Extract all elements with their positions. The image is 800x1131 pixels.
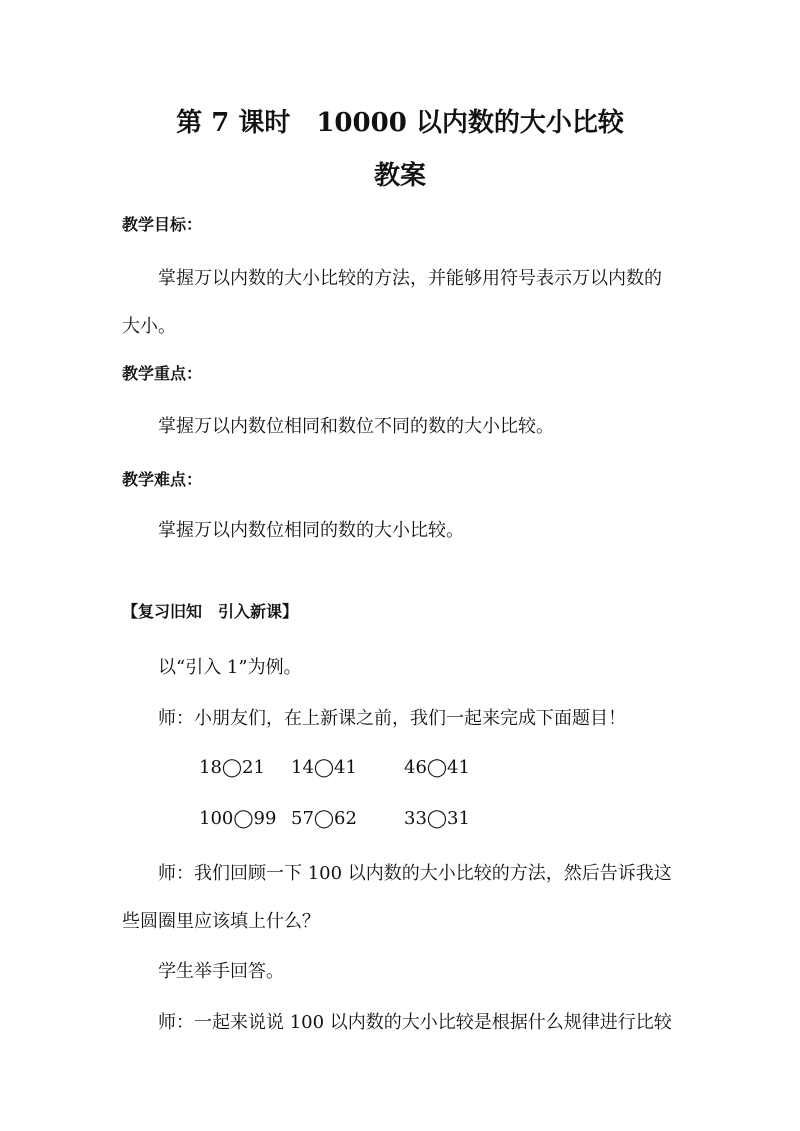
objective-heading: 教学目标： xyxy=(122,215,203,234)
key-point-text: 掌握万以内数位相同和数位不同的数的大小比较。 xyxy=(158,416,554,437)
comparison-item: 100◯99 xyxy=(199,808,277,829)
comparison-item: 18◯21 xyxy=(199,757,265,778)
page-title: 第 7 课时 10000 以内数的大小比较 xyxy=(176,108,624,138)
page-subtitle: 教案 xyxy=(373,161,426,191)
difficulty-text: 掌握万以内数位相同的数的大小比较。 xyxy=(158,520,464,541)
objective-text-line2: 大小。 xyxy=(122,316,176,337)
comparison-item: 46◯41 xyxy=(404,757,470,778)
key-point-heading: 教学重点： xyxy=(122,364,203,383)
teacher-line-2: 师：我们回顾一下 100 以内数的大小比较的方法，然后告诉我这 xyxy=(158,863,672,884)
students-answer: 学生举手回答。 xyxy=(158,961,284,982)
comparison-item: 33◯31 xyxy=(404,808,470,829)
objective-text-line1: 掌握万以内数的大小比较的方法，并能够用符号表示万以内数的 xyxy=(158,268,662,289)
teacher-line-2-cont: 些圆圈里应该填上什么？ xyxy=(122,911,320,932)
difficulty-heading: 教学难点： xyxy=(122,470,203,489)
section-heading: 【复习旧知 引入新课】 xyxy=(122,602,299,621)
teacher-line-1: 师：小朋友们，在上新课之前，我们一起来完成下面题目！ xyxy=(158,708,626,729)
comparison-item: 57◯62 xyxy=(291,808,357,829)
comparison-item: 14◯41 xyxy=(291,757,357,778)
teacher-line-3: 师：一起来说说 100 以内数的大小比较是根据什么规律进行比较 xyxy=(158,1012,672,1033)
intro-text: 以“引入 1”为例。 xyxy=(158,657,302,678)
